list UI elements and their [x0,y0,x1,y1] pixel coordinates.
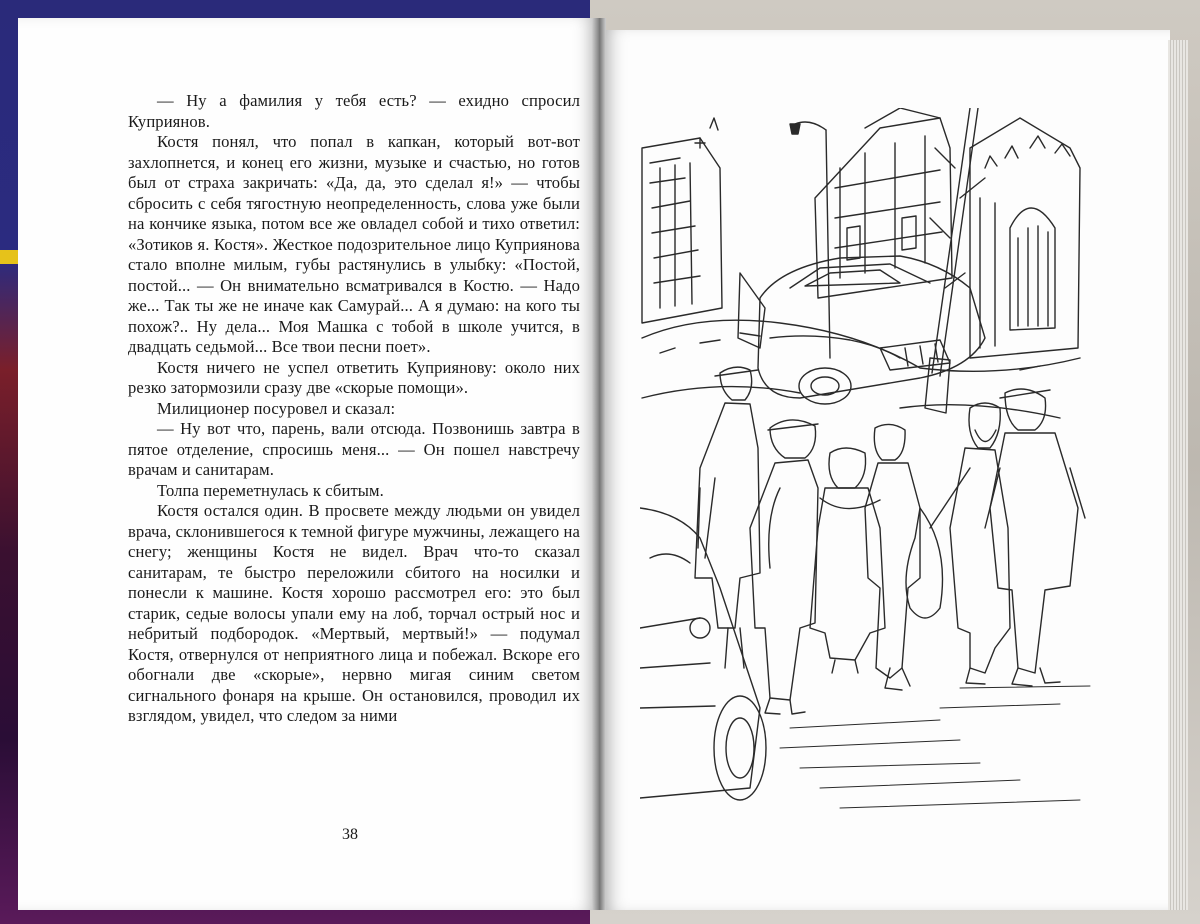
paragraph: — Ну а фамилия у тебя есть? — ехидно спросил Куприянов. [128,91,580,131]
cover-accent-stripe [0,250,20,264]
paragraph: Костя понял, что попал в капкан, который вот-вот захлопнется, и конец его жизни, музыке и счастью, но готов был от страха закричать: «Да, да, это сделал я!» — чтобы сбросить с себя тягостную неопределенность, слова уже были на кончике языка, потом все же овладел собой и тихо ответил: «Зотиков я. Костя». Жесткое подозрительное лицо Куприянова стало вполне милым, губы растянулись в улыбку: «Постой, постой... — Он внимательно всматривался в Костю. — Надо же... Так ты же не иначе как Самурай... А я думаю: на кого ты похож?.. Ну дела... Моя Машка с тобой в школе учится, в двадцать седьмой... Все твои песни поет». [128,132,580,356]
car-front-icon [640,508,766,800]
paragraph: Милиционер посуровел и сказал: [157,398,396,418]
paragraph: Костя ничего не успел ответить Куприянову: около них резко затормозили сразу две «скорые помощи». [128,357,580,397]
page-number: 38 [342,826,358,843]
building-right-icon [970,118,1080,358]
figure-tall-man-icon [695,367,760,668]
page-edges [1168,40,1188,910]
ground-shading-icon [780,686,1090,808]
building-left-icon [642,118,722,323]
figure-young-man-guitar-icon [865,424,970,690]
paragraph: Толпа переметнулась к сбитым. [157,480,384,500]
page-text [128,91,580,727]
snow-bank-icon [642,320,1080,418]
street-lamp-icon [790,122,830,358]
paragraph: Костя остался один. В просвете между людьми он увидел врача, склонившегося к темной фигуре мужчины, лежащего на снегу; женщины Костя не видел. Врач что-то сказал санитарам, те быстро переложили сбитого на носилки и понесли к машине. Костя хорошо рассмотрел его: это был старик, седые волосы упали ему на лоб, торчал острый нос и небритый подбородок. «Мертвый, мертвый!» — подумал Костя, отвернулся от неприятного лица и побежал. Вскоре его обогнали две «скорые», нервно мигая синим светом сигнального фонаря на крыше. Он остановился, проводил их взглядом, увидел, что следом за ними [128,501,580,725]
figure-woman-scarf-icon [810,448,885,673]
building-center-icon [815,108,952,298]
paragraph: — Ну вот что, парень, вали отсюда. Позвонишь завтра в пятое отделение, спросишь меня... — Он пошел навстречу врачам и санитарам. [128,419,580,479]
figure-bearded-man-icon [950,403,1010,684]
book-gutter [592,18,606,910]
street-scene-illustration [640,108,1100,820]
